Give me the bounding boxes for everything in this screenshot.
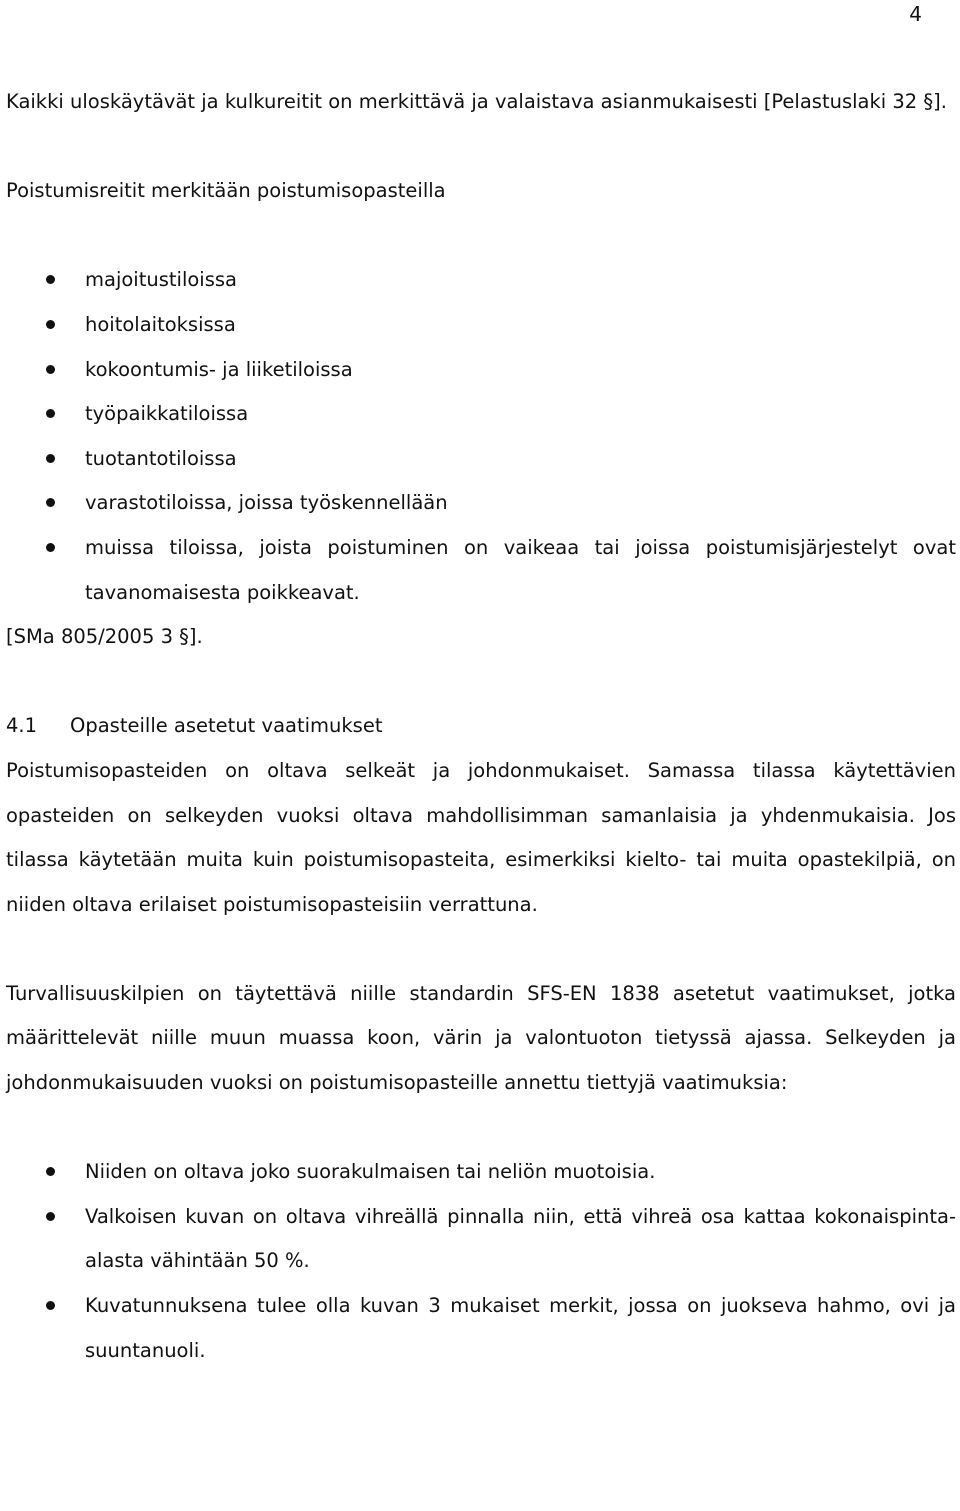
reference-citation: [SMa 805/2005 3 §]. (6, 625, 203, 649)
requirements-list (6, 1150, 956, 1373)
spacer (6, 1106, 956, 1151)
list-item: majoitustiloissa (6, 258, 956, 303)
paragraph-exit-routes: Kaikki uloskäytävät ja kulkureitit on merkittävä ja valaistava asianmukaisesti [Pelastuslaki 32 §]. (6, 90, 947, 113)
list-item: hoitolaitoksissa (6, 303, 956, 348)
list-item: Valkoisen kuvan on oltava vihreällä pinnalla niin, että vihreä osa kattaa kokonaispinta-alasta vähintään 50 %. (6, 1195, 956, 1284)
list-item: varastotiloissa, joissa työskennellään (6, 481, 956, 526)
list-item: muissa tiloissa, joista poistuminen on vaikeaa tai joissa poistumisjärjestelyt ovat tavanomaisesta poikkeavat. (6, 526, 956, 615)
section-heading (6, 704, 956, 749)
paragraph-escape-signs-intro: Poistumisreitit merkitään poistumisopasteilla (6, 179, 446, 203)
spacer (6, 660, 956, 705)
paragraph-requirements: Poistumisopasteiden on oltava selkeät ja johdonmukaiset. Samassa tilassa käytettävien opasteiden on selkeyden vuoksi oltava mahdollisimman samanlaisia ja yhdenmukaisia. Jos tilassa käytetään muita kuin poistumisopasteita, esimerkiksi kielto- tai muita opastekilpiä, on niiden oltava erilaiset poistumisopasteisiin verrattuna. (6, 758, 956, 916)
list-item: kokoontumis- ja liiketiloissa (6, 348, 956, 393)
list-item: työpaikkatiloissa (6, 392, 956, 437)
list-item: Kuvatunnuksena tulee olla kuvan 3 mukaiset merkit, jossa on juokseva hahmo, ovi ja suuntanuoli. (6, 1284, 956, 1373)
list-item: Niiden on oltava joko suorakulmaisen tai neliön muotoisia. (6, 1150, 956, 1195)
section-number: 4.1 (6, 714, 38, 738)
page-number: 4 (909, 2, 922, 26)
spacer (6, 125, 956, 170)
paragraph-standard: Turvallisuuskilpien on täytettävä niille standardin SFS-EN 1838 asetetut vaatimukset, jotka määrittelevät niille muun muassa koon, värin ja valontuoton tietyssä ajassa. Selkeyden ja johdonmukaisuuden vuoksi on poistumisopasteille annettu tiettyjä vaatimuksia: (6, 981, 956, 1095)
list-item: tuotantotiloissa (6, 437, 956, 482)
spacer (6, 927, 956, 972)
section-title: Opasteille asetetut vaatimukset (70, 714, 383, 738)
document-body (6, 80, 956, 1373)
premises-list (6, 258, 956, 615)
spacer (6, 214, 956, 259)
